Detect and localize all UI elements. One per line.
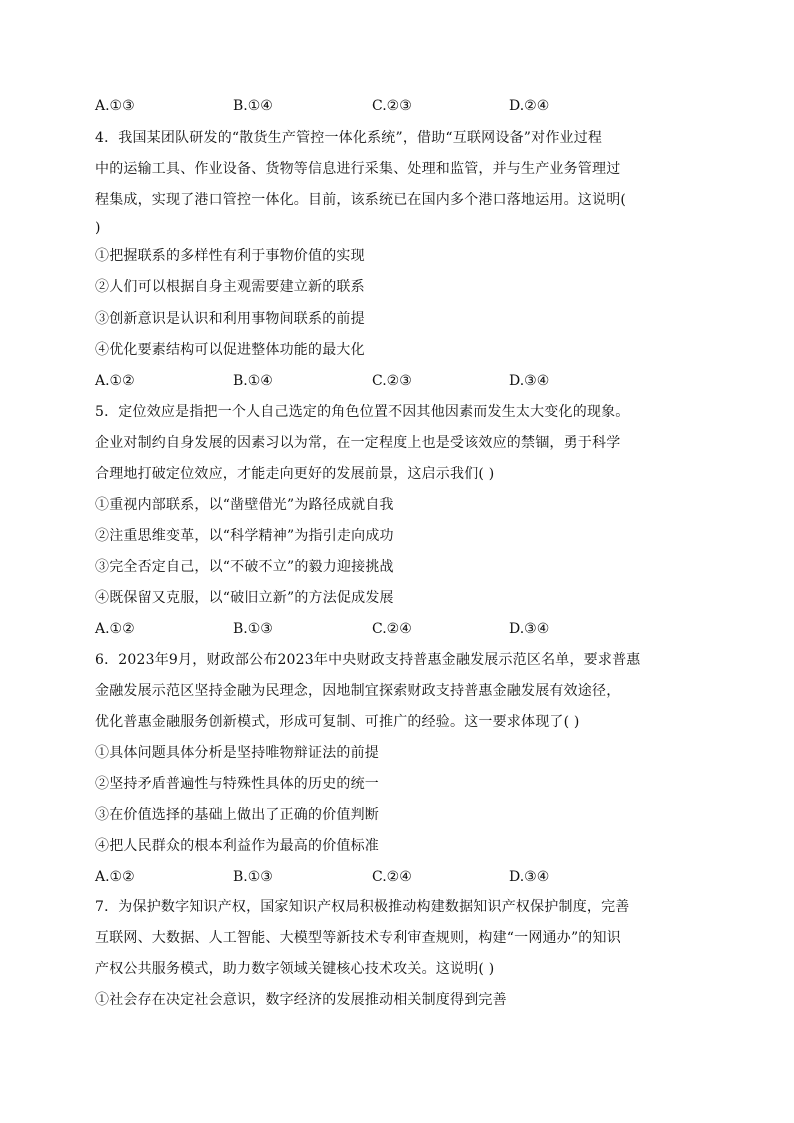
q5-options (95, 618, 715, 640)
q5-option-b[interactable]: B.①③ (233, 621, 273, 637)
q3-option-a[interactable]: A.①③ (95, 98, 135, 114)
q6-options (95, 866, 715, 888)
q6-option-a[interactable]: A.①② (95, 869, 135, 885)
q4-statement-4: ④优化要素结构可以促进整体功能的最大化 (95, 342, 365, 358)
q6-stem-line: 优化普惠金融服务创新模式，形成可复制、可推广的经验。这一要求体现了( ) (95, 714, 580, 730)
q3-options (95, 95, 715, 117)
q4-statement-1: ①把握联系的多样性有利于事物价值的实现 (95, 248, 365, 264)
q5-statement-2: ②注重思维变革，以“科学精神”为指引走向成功 (95, 528, 394, 544)
q5-stem-line: 合理地打破定位效应，才能走向更好的发展前景，这启示我们( ) (95, 466, 495, 482)
q4-option-a[interactable]: A.①② (95, 373, 135, 389)
q4-stem-line: ) (95, 220, 101, 236)
q4-statement-3: ③创新意识是认识和利用事物间联系的前提 (95, 311, 365, 327)
q6-statement-4: ④把人民群众的根本利益作为最高的价值标准 (95, 838, 379, 854)
q5-statement-4: ④既保留又克服，以“破旧立新”的方法促成发展 (95, 590, 394, 606)
q6-option-d[interactable]: D.③④ (509, 869, 550, 885)
q4-option-b[interactable]: B.①④ (233, 373, 273, 389)
q4-stem-line: 程集成，实现了港口管控一体化。目前，该系统已在国内多个港口落地运用。这说明( (95, 192, 627, 208)
q5-statement-1: ①重视内部联系，以“凿壁借光”为路径成就自我 (95, 497, 394, 513)
q7-stem-line: 7．为保护数字知识产权，国家知识产权局积极推动构建数据知识产权保护制度，完善 (95, 899, 630, 915)
q5-stem-line: 5．定位效应是指把一个人自己选定的角色位置不因其他因素而发生太大变化的现象。 (95, 404, 630, 420)
q5-statement-3: ③完全否定自己，以“不破不立”的毅力迎接挑战 (95, 559, 394, 575)
q5-option-a[interactable]: A.①② (95, 621, 135, 637)
q5-option-c[interactable]: C.②④ (372, 621, 412, 637)
q4-stem-line: 4．我国某团队研发的“散货生产管控一体化系统”，借助“互联网设备”对作业过程 (95, 130, 603, 146)
q6-stem-line: 金融发展示范区坚持金融为民理念，因地制宜探索财政支持普惠金融发展有效途径， (95, 683, 621, 699)
q7-stem-line: 互联网、大数据、人工智能、大模型等新技术专利审查规则，构建“一网通办”的知识 (95, 930, 621, 946)
q4-statement-2: ②人们可以根据自身主观需要建立新的联系 (95, 279, 365, 295)
q6-statement-2: ②坚持矛盾普遍性与特殊性具体的历史的统一 (95, 776, 379, 792)
q5-option-d[interactable]: D.③④ (509, 621, 550, 637)
q7-statement-1: ①社会存在决定社会意识，数字经济的发展推动相关制度得到完善 (95, 992, 507, 1008)
q4-stem-line: 中的运输工具、作业设备、货物等信息进行采集、处理和监管，并与生产业务管理过 (95, 161, 621, 177)
q4-options (95, 370, 715, 392)
q3-option-c[interactable]: C.②③ (372, 98, 412, 114)
q5-stem-line: 企业对制约自身发展的因素习以为常，在一定程度上也是受该效应的禁锢，勇于科学 (95, 435, 621, 451)
q6-option-c[interactable]: C.②④ (372, 869, 412, 885)
q3-option-d[interactable]: D.②④ (509, 98, 550, 114)
q6-option-b[interactable]: B.①③ (233, 869, 273, 885)
q6-stem-line: 6．2023年9月，财政部公布2023年中央财政支持普惠金融发展示范区名单，要求普惠 (95, 652, 641, 668)
q3-option-b[interactable]: B.①④ (233, 98, 273, 114)
q6-statement-3: ③在价值选择的基础上做出了正确的价值判断 (95, 807, 379, 823)
q6-statement-1: ①具体问题具体分析是坚持唯物辩证法的前提 (95, 745, 379, 761)
q4-option-d[interactable]: D.③④ (509, 373, 550, 389)
q4-option-c[interactable]: C.②③ (372, 373, 412, 389)
q7-stem-line: 产权公共服务模式，助力数字领域关键核心技术攻关。这说明( ) (95, 961, 495, 977)
